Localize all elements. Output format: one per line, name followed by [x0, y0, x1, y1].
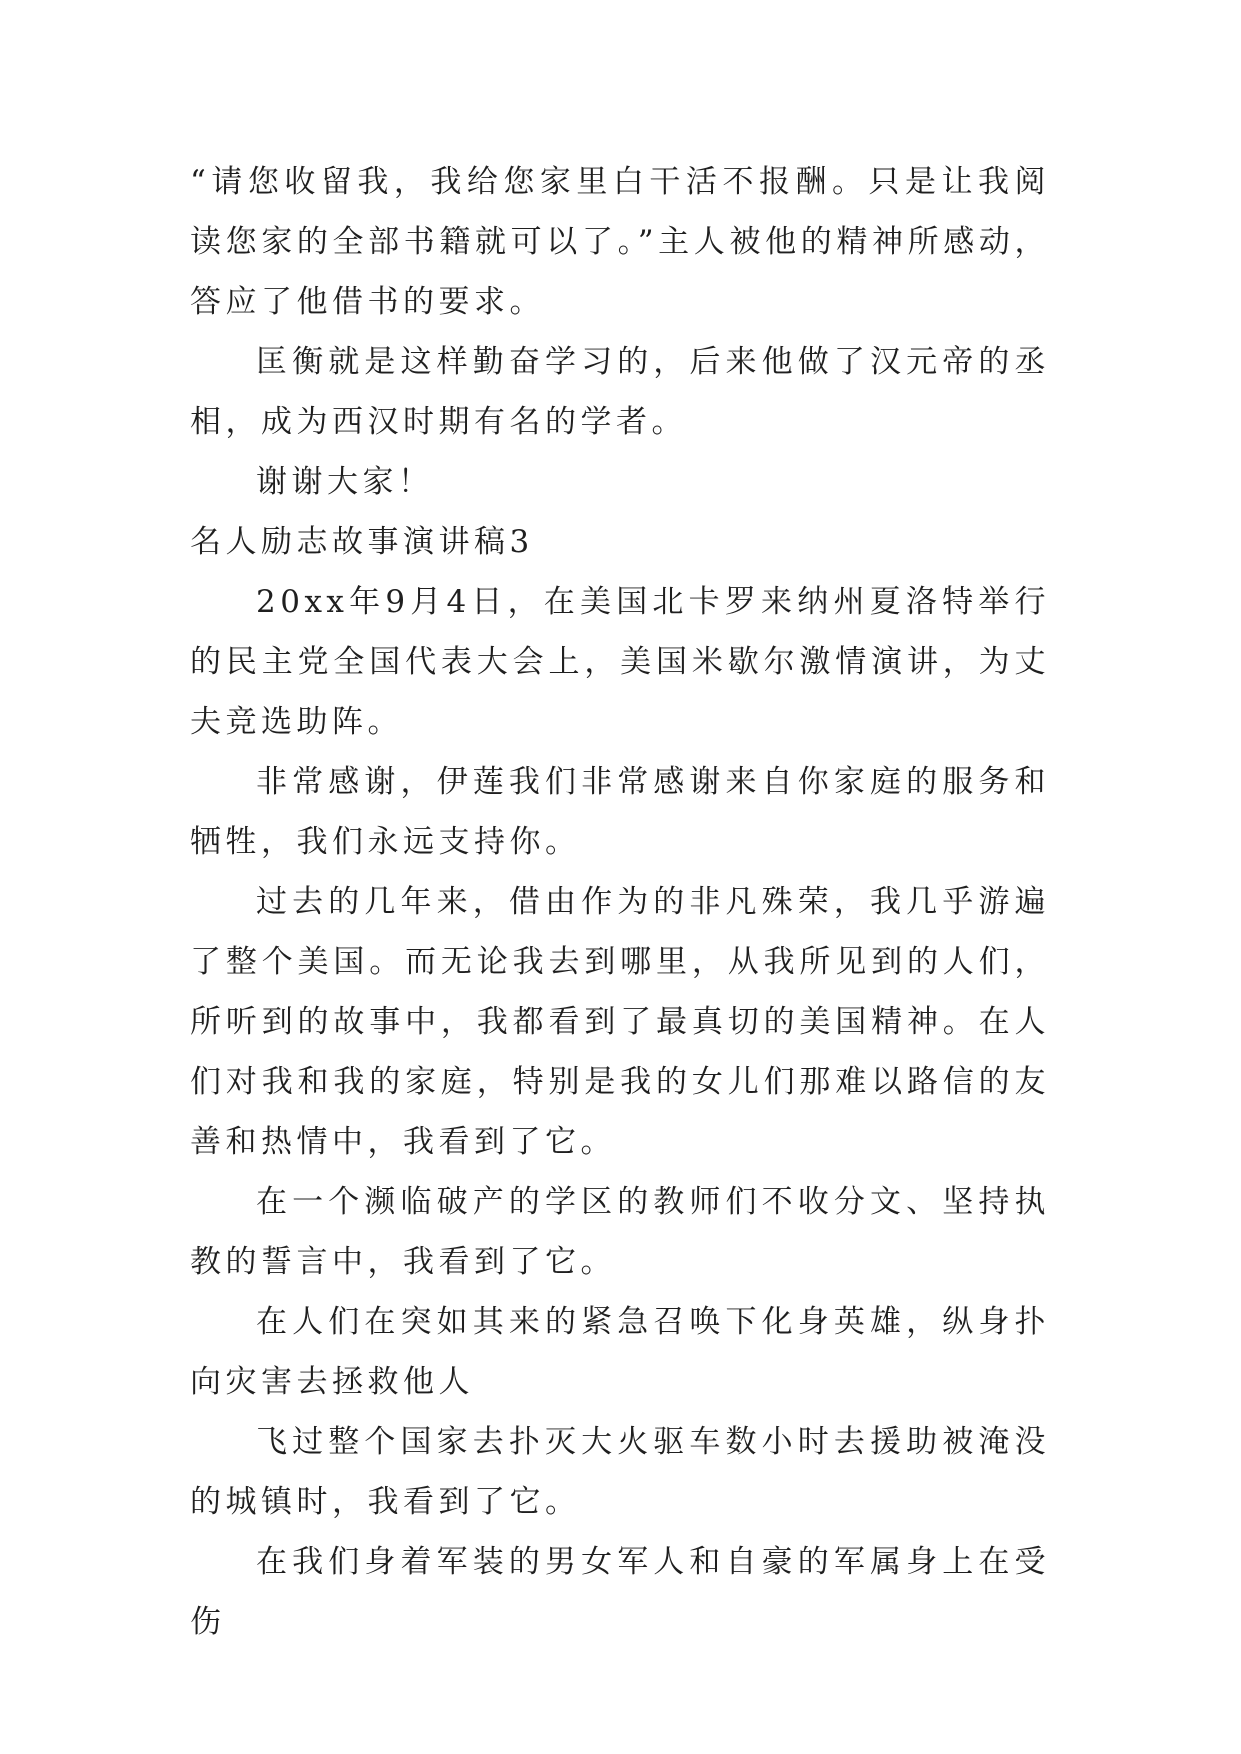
paragraph-convention: 20xx年9月4日，在美国北卡罗来纳州夏洛特举行的民主党全国代表大会上，美国米歇尔激情演讲，为丈夫竞选助阵。 — [190, 584, 1050, 740]
paragraph-thanks: 谢谢大家！ — [256, 464, 434, 500]
paragraph-thank-you: 非常感谢，伊莲我们非常感谢来自你家庭的服务和牺牲，我们永远支持你。 — [190, 764, 1050, 860]
paragraph-teachers: 在一个濒临破产的学区的教师们不收分文、坚持执教的誓言中，我看到了它。 — [190, 1184, 1050, 1280]
document-page — [190, 152, 1050, 1652]
paragraph-heroes: 在人们在突如其来的紧急召唤下化身英雄，纵身扑向灾害去拯救他人 — [190, 1304, 1050, 1400]
paragraph-military: 在我们身着军装的男女军人和自豪的军属身上在受伤 — [190, 1544, 1050, 1640]
paragraph-past-years: 过去的几年来，借由作为的非凡殊荣，我几乎游遍了整个美国。而无论我去到哪里，从我所见到的人们，所听到的故事中，我都看到了最真切的美国精神。在人们对我和我的家庭，特别是我的女儿们那难以路信的友善和热情中，我看到了它。 — [190, 884, 1050, 1160]
paragraph-fires: 飞过整个国家去扑灭大火驱车数小时去援助被淹没的城镇时，我看到了它。 — [190, 1424, 1050, 1520]
paragraph-quote-request: “请您收留我，我给您家里白干活不报酬。只是让我阅读您家的全部书籍就可以了。”主人被他的精神所感动，答应了他借书的要求。 — [190, 164, 1050, 320]
section-heading: 名人励志故事演讲稿3 — [190, 524, 534, 560]
paragraph-kuang-heng: 匡衡就是这样勤奋学习的，后来他做了汉元帝的丞相，成为西汉时期有名的学者。 — [190, 344, 1050, 440]
